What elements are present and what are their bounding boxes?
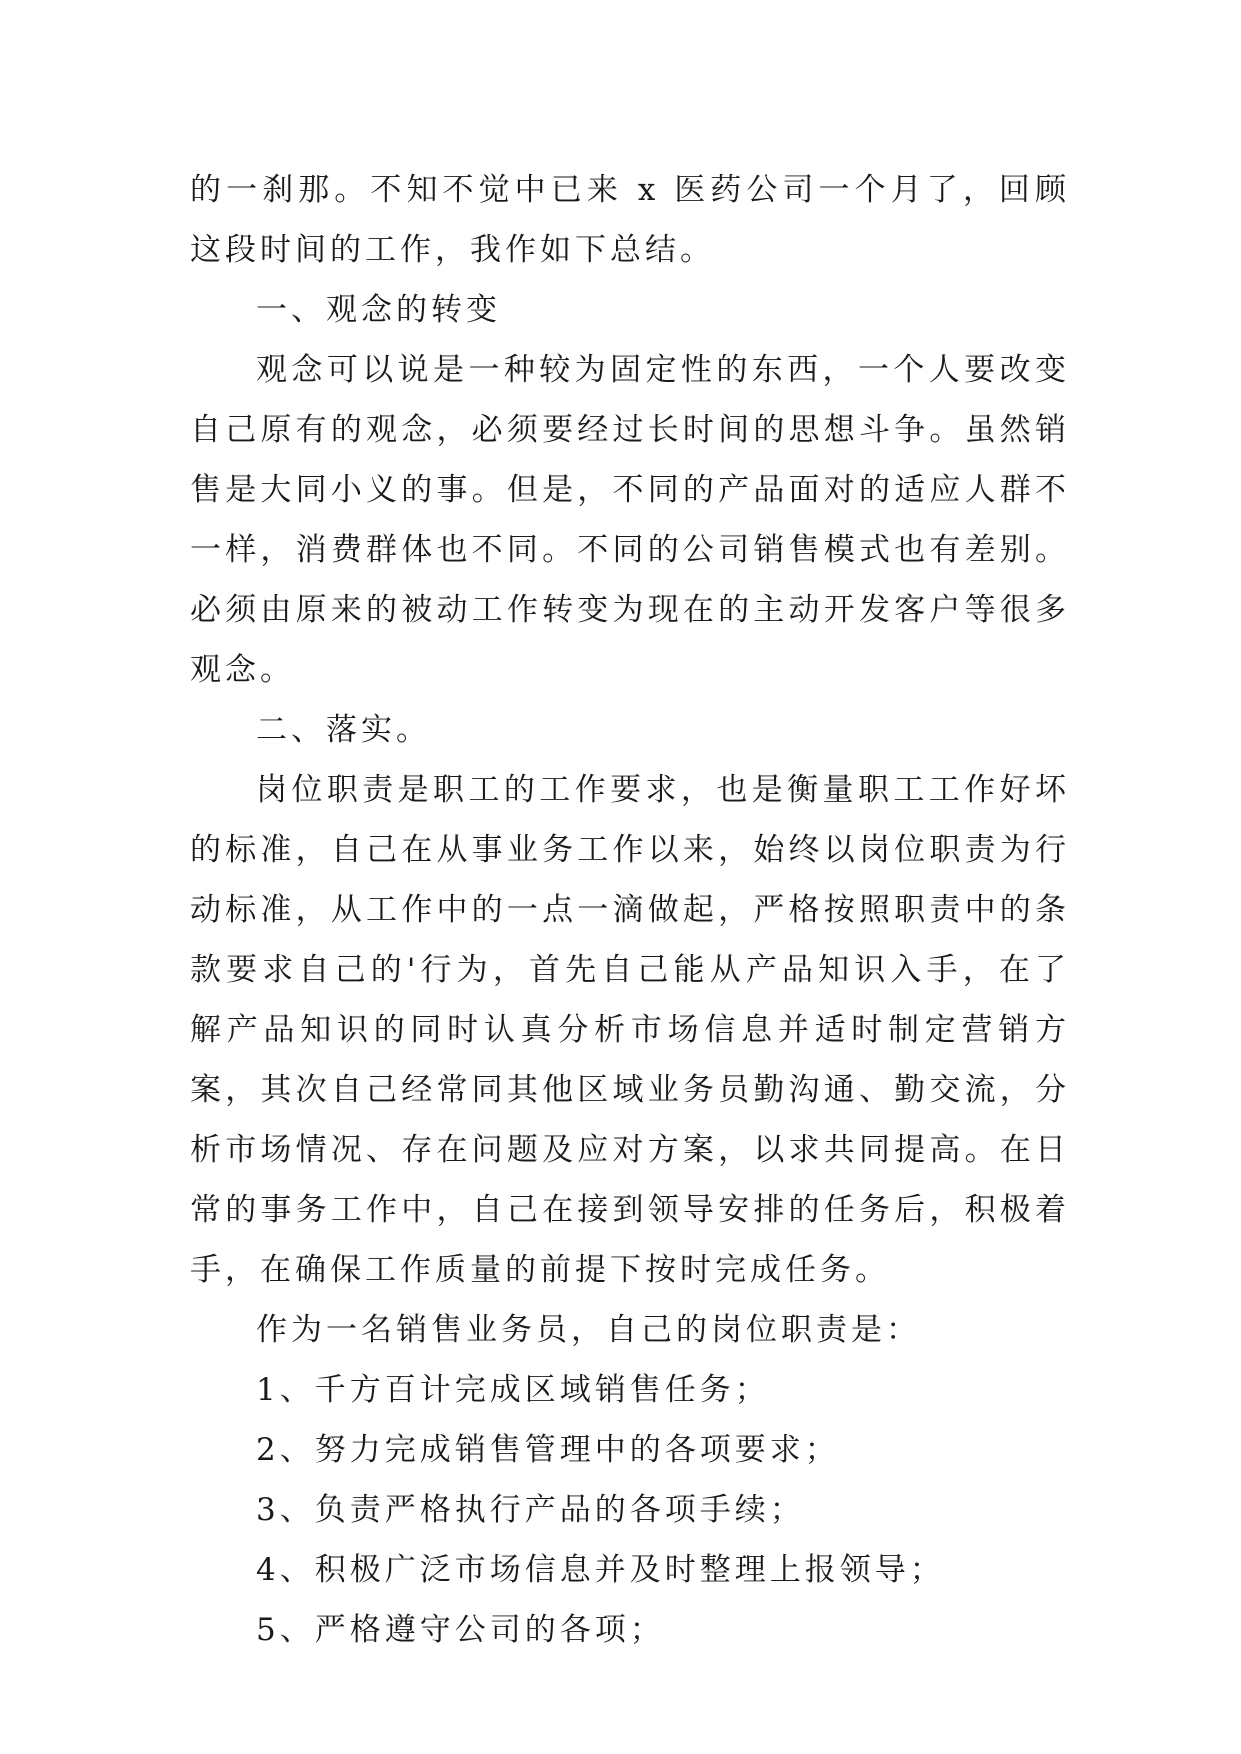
- paragraph-duties-intro: 作为一名销售业务员，自己的岗位职责是：: [256, 1312, 921, 1348]
- list-item-duty-2: 2、努力完成销售管理中的各项要求；: [256, 1432, 840, 1468]
- list-item-duty-4: 4、积极广泛市场信息并及时整理上报领导；: [256, 1552, 945, 1588]
- list-item-duty-5: 5、严格遵守公司的各项；: [256, 1612, 665, 1648]
- section-heading-concept-change: 一、观念的转变: [256, 292, 501, 328]
- paragraph-continuation: 的一刹那。不知不觉中已来 x 医药公司一个月了，回顾这段时间的工作，我作如下总结。: [190, 172, 1070, 268]
- list-item-duty-3: 3、负责严格执行产品的各项手续；: [256, 1492, 805, 1528]
- section-heading-implementation: 二、落实。: [256, 712, 431, 748]
- paragraph-job-duties: 岗位职责是职工的工作要求，也是衡量职工工作好坏的标准，自己在从事业务工作以来，始终以岗位职责为行动标准，从工作中的一点一滴做起，严格按照职责中的条款要求自己的'行为，首先自己能从产品知识入手，在了解产品知识的同时认真分析市场信息并适时制定营销方案，其次自己经常同其他区域业务员勤沟通、勤交流，分析市场情况、存在问题及应对方案，以求共同提高。在日常的事务工作中，自己在接到领导安排的任务后，积极着手，在确保工作质量的前提下按时完成任务。: [190, 772, 1070, 1288]
- document-body: [190, 160, 1070, 1660]
- list-item-duty-1: 1、千方百计完成区域销售任务；: [256, 1372, 770, 1408]
- paragraph-concept: 观念可以说是一种较为固定性的东西，一个人要改变自己原有的观念，必须要经过长时间的思想斗争。虽然销售是大同小义的事。但是，不同的产品面对的适应人群不一样，消费群体也不同。不同的公司销售模式也有差别。必须由原来的被动工作转变为现在的主动开发客户等很多观念。: [190, 352, 1070, 688]
